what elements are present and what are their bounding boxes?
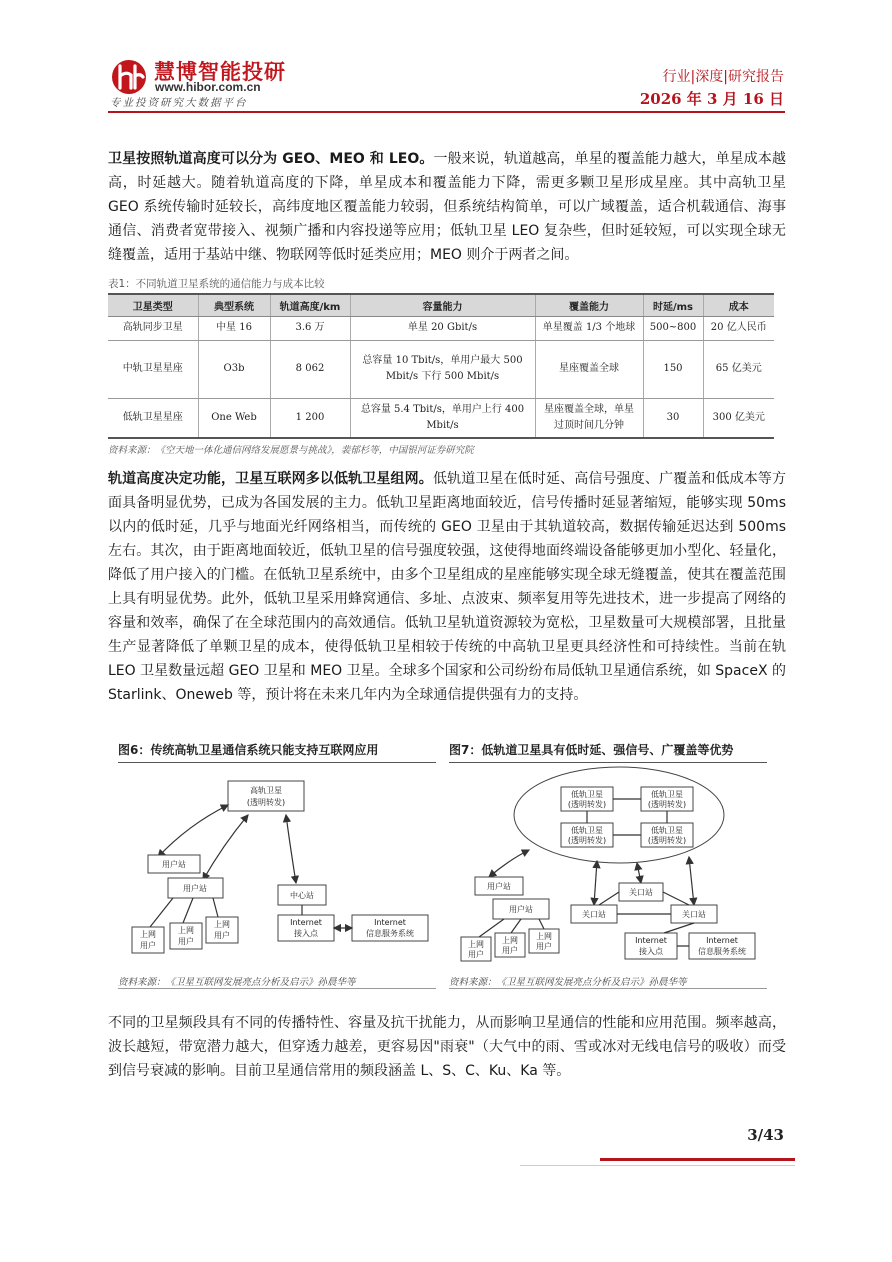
table-cell: 单星覆盖 1/3 个地球 <box>535 316 643 340</box>
paragraph-text: 不同的卫星频段具有不同的传播特性、容量及抗干扰能力，从而影响卫星通信的性能和应用范围。频率越高，波长越短，带宽潜力越大，但穿透力越差，更容易因"雨衰"（大气中的雨、雪或冰对无线电信号的吸收）而受到信号衰减的影响。目前卫星通信常用的频段涵盖 L、S、C、Ku、Ka 等。 <box>108 1015 786 1079</box>
leo-constellation-ellipse <box>514 767 724 863</box>
link-arrow <box>286 815 296 883</box>
node-label: (透明转发) <box>647 836 687 845</box>
link-arrow <box>158 805 228 857</box>
table-cell: 1 200 <box>270 398 350 438</box>
table-header: 典型系统 <box>198 294 270 316</box>
node-label: 低轨卫星 <box>651 790 683 799</box>
node-label: 上网 <box>468 940 484 949</box>
node-label: 用户 <box>214 931 230 940</box>
node-label: 信息服务系统 <box>366 929 414 938</box>
node-label: 关口站 <box>682 910 706 919</box>
orbit-comparison-table <box>108 293 774 439</box>
table-header: 覆盖能力 <box>535 294 643 316</box>
table-caption: 表1：不同轨道卫星系统的通信能力与成本比较 <box>108 278 325 290</box>
table-cell: 中星 16 <box>198 316 270 340</box>
table-cell: 总容量 5.4 Tbit/s，单用户上行 400 Mbit/s <box>350 398 535 438</box>
node-label: (透明转发) <box>246 798 286 807</box>
report-type: 行业|深度|研究报告 <box>662 69 784 85</box>
hibor-logo-icon <box>109 58 149 96</box>
node-label: 用户站 <box>509 905 533 914</box>
table-row <box>108 340 774 398</box>
table-source: 资料来源：《空天地一体化通信网络发展愿景与挑战》，裴郁杉等，中国银河证券研究院 <box>108 445 474 456</box>
node-label: (透明转发) <box>567 800 607 809</box>
node-label: 关口站 <box>582 910 606 919</box>
table-cell: 单星 20 Gbit/s <box>350 316 535 340</box>
table-header: 容量能力 <box>350 294 535 316</box>
table-cell: 低轨卫星星座 <box>108 398 198 438</box>
node-label: 低轨卫星 <box>571 790 603 799</box>
node-label: 用户 <box>178 937 194 946</box>
table-cell: One Web <box>198 398 270 438</box>
table-cell: 150 <box>643 340 703 398</box>
paragraph-orbit-classes <box>108 147 786 267</box>
table-cell: O3b <box>198 340 270 398</box>
table-cell: 总容量 10 Tbit/s，单用户最大 500 Mbit/s 下行 500 Mbit/s <box>350 340 535 398</box>
paragraph-lead: 卫星按照轨道高度可以分为 GEO、MEO 和 LEO。 <box>108 151 434 167</box>
table-cell: 中轨卫星星座 <box>108 340 198 398</box>
node-label: 用户 <box>140 941 156 950</box>
node-label: 用户 <box>536 942 552 951</box>
node-label: 上网 <box>502 936 518 945</box>
node-label: 上网 <box>140 930 156 939</box>
footer-divider <box>520 1165 795 1166</box>
paragraph-text: 低轨道卫星在低时延、高信号强度、广覆盖和低成本等方面具备明显优势，已成为各国发展的主力。低轨卫星距离地面较近，信号传播时延显著缩短，能够实现 50ms 以内的低时延，几乎与地面光纤网络相当，而传统的 GEO 卫星由于其轨道较高，数据传输延迟达到 500ms 左右。其次，由于距离地面较近，低轨卫星的信号强度较强，这使得地面终端设备能够更加小型化、轻量化，降低了用户接入的门槛。在低轨卫星系统中，由多个卫星组成的星座能够实现全球无缝覆盖，使其在覆盖范围上具有明显优势。此外，低轨卫星采用蜂窝通信、多址、点波束、频率复用等先进技术，进一步提高了网络的容量和效率，确保了在全球范围内的高效通信。低轨卫星轨道资源较为宽松，卫星数量可大规模部署，且批量生产显著降低了单颗卫星的成本，使得低轨卫星相较于传统的中高轨卫星更具经济性和可持续性。当前在轨 LEO 卫星数量远超 GEO 卫星和 MEO 卫星。全球多个国家和公司纷纷布局低轨卫星通信系统，如 SpaceX 的 Starlink、Oneweb 等，预计将在未来几年内为全球通信提供强有力的支持。 <box>108 471 786 703</box>
node-label: Internet <box>374 918 406 927</box>
page-number: 3/43 <box>747 1126 784 1144</box>
node-label: (透明转发) <box>647 800 687 809</box>
paragraph-leo-advantages <box>108 467 786 707</box>
logo-slogan: 专业投资研究大数据平台 <box>110 97 248 109</box>
table-cell: 星座覆盖全球 <box>535 340 643 398</box>
figure6-diagram <box>118 765 436 970</box>
figure7-bottom-rule <box>449 988 767 989</box>
link-arrow <box>637 863 641 883</box>
node-label: 上网 <box>214 920 230 929</box>
table-cell: 高轨同步卫星 <box>108 316 198 340</box>
node-label: 用户 <box>502 946 518 955</box>
table-header: 卫星类型 <box>108 294 198 316</box>
table-row <box>108 316 774 340</box>
table-cell: 65 亿美元 <box>703 340 774 398</box>
table-row <box>108 398 774 438</box>
table-header: 轨道高度/km <box>270 294 350 316</box>
link-arrow <box>689 857 694 905</box>
figure7-title: 图7：低轨道卫星具有低时延、强信号、广覆盖等优势 <box>449 743 734 757</box>
node-label: Internet <box>290 918 322 927</box>
table-cell: 30 <box>643 398 703 438</box>
paragraph-lead: 轨道高度决定功能，卫星互联网多以低轨卫星组网。 <box>108 471 433 487</box>
node-label: Internet <box>635 936 667 945</box>
node-label: Internet <box>706 936 738 945</box>
figure6-top-rule <box>118 762 436 763</box>
table-cell: 3.6 万 <box>270 316 350 340</box>
node-label: 接入点 <box>294 929 318 938</box>
logo-name: 慧博智能投研 <box>154 60 286 84</box>
footer-accent-line <box>600 1158 795 1161</box>
node-label: 关口站 <box>629 888 653 897</box>
link-arrow <box>489 850 529 877</box>
node-label: 用户 <box>468 950 484 959</box>
figure6-source: 资料来源：《卫星互联网发展亮点分析及启示》孙晨华等 <box>118 977 356 988</box>
node-label: 低轨卫星 <box>571 826 603 835</box>
table-cell: 500~800 <box>643 316 703 340</box>
report-date: 2026 年 3 月 16 日 <box>639 90 784 108</box>
node-label: 用户站 <box>183 884 207 893</box>
paragraph-text: 一般来说，轨道越高，单星的覆盖能力越大，单星成本越高，时延越大。随着轨道高度的下降，单星成本和覆盖能力下降，需更多颗卫星形成星座。其中高轨卫星 GEO 系统传输时延较长，高纬度地区覆盖能力较弱，但系统结构简单，可以广域覆盖，适合机载通信、海事通信、消费者宽带接入、视频广播和内容投递等应用；低轨卫星 LEO 复杂些，但时延较短，可以实现全球无缝覆盖，适用于基站中继、物联网等低时延类应用；MEO 则介于两者之间。 <box>108 151 786 263</box>
node-label: 中心站 <box>290 891 314 900</box>
node-label: 信息服务系统 <box>698 947 746 956</box>
node-label: 低轨卫星 <box>651 826 683 835</box>
node-label: 高轨卫星 <box>250 786 282 795</box>
figure7-source: 资料来源：《卫星互联网发展亮点分析及启示》孙晨华等 <box>449 977 687 988</box>
header-divider <box>108 111 785 113</box>
table-header-row <box>108 294 774 316</box>
figure6-title: 图6：传统高轨卫星通信系统只能支持互联网应用 <box>118 743 379 757</box>
node-label: 上网 <box>178 926 194 935</box>
link-arrow <box>594 861 597 905</box>
table-header: 时延/ms <box>643 294 703 316</box>
table-header: 成本 <box>703 294 774 316</box>
table-cell: 300 亿美元 <box>703 398 774 438</box>
link-arrow <box>203 815 248 880</box>
node-label: (透明转发) <box>567 836 607 845</box>
node-label: 用户站 <box>487 882 511 891</box>
node-label: 上网 <box>536 932 552 941</box>
node-label: 用户站 <box>162 860 186 869</box>
figure7-diagram <box>449 765 767 970</box>
table-cell: 8 062 <box>270 340 350 398</box>
figure6-bottom-rule <box>118 988 436 989</box>
figure7-top-rule <box>449 762 767 763</box>
logo-url[interactable]: www.hibor.com.cn <box>155 80 261 94</box>
paragraph-frequency-bands <box>108 1011 786 1083</box>
table-cell: 星座覆盖全球，单星过顶时间几分钟 <box>535 398 643 438</box>
node-label: 接入点 <box>639 947 663 956</box>
table-cell: 20 亿人民币 <box>703 316 774 340</box>
